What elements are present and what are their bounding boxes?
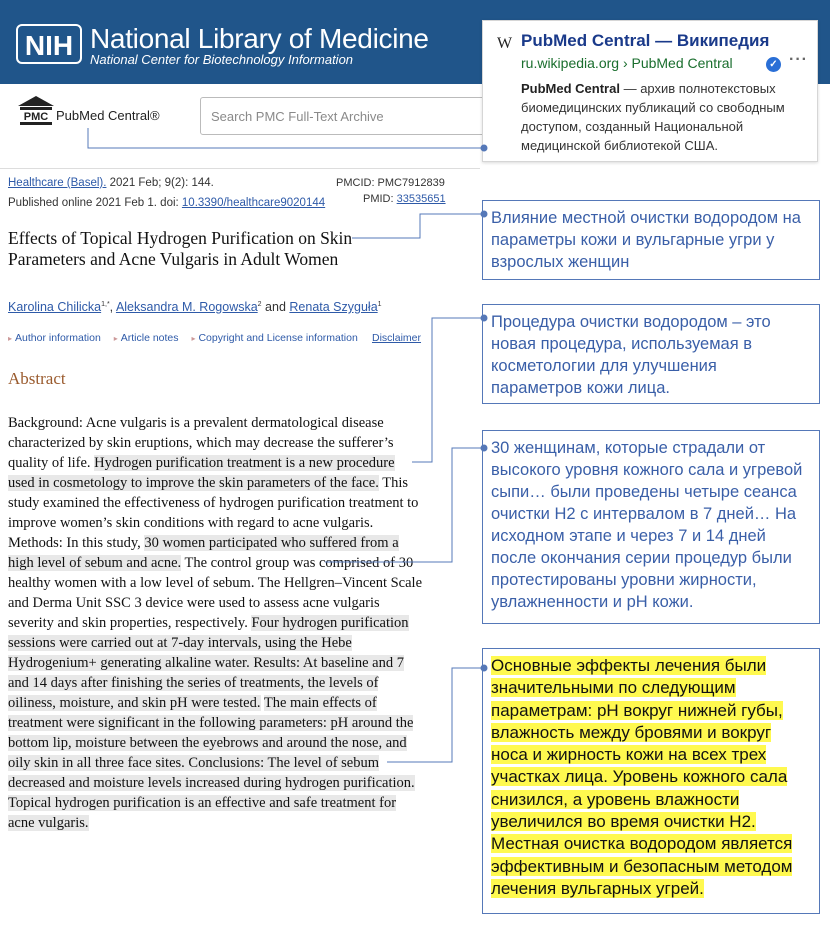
note-methods [482, 430, 820, 624]
pmid-label: PMID: [363, 193, 397, 205]
abstract-heading: Abstract [8, 369, 66, 388]
article-info-links [8, 332, 368, 344]
nih-logo[interactable]: NIH [16, 24, 82, 64]
author-list [8, 300, 382, 314]
wikipedia-icon: W [497, 35, 513, 52]
note-text: Процедура очистки водородом – это новая процедура, используемая в косметологии для улучшения параметров кожи лица. [491, 313, 771, 397]
wikipedia-url[interactable]: ru.wikipedia.org › PubMed Central [521, 55, 733, 71]
verified-check-icon: ✓ [766, 57, 781, 72]
expand-triangle-icon: ▸ [8, 334, 13, 343]
pmc-name[interactable]: PubMed Central® [56, 108, 160, 123]
published-line [8, 197, 325, 209]
expand-triangle-icon: ▸ [113, 334, 118, 343]
wikipedia-title[interactable]: PubMed Central — Википедия [521, 31, 770, 50]
abstract-highlight: 30 women participated who suffered from a high level of sebum and acne. [8, 535, 399, 571]
header-divider [0, 168, 480, 169]
author-and: and [261, 300, 290, 314]
connector-title [352, 214, 482, 238]
snippet-bold: PubMed Central [521, 81, 620, 96]
note-title-translation [482, 200, 820, 280]
article-notes-link[interactable]: Article notes [120, 332, 179, 344]
snippet-text: — архив полнотекстовых биомедицинских публикаций со свободным доступом, созданный Национальной медицинской библиотекой США. [521, 81, 785, 153]
author-link[interactable]: Renata Szyguła [289, 300, 378, 314]
author-link[interactable]: Aleksandra M. Rogowska [115, 300, 258, 314]
nlm-title[interactable]: National Library of Medicine [90, 23, 429, 54]
connector-procedure [412, 318, 482, 462]
pmc-logo-icon[interactable] [16, 94, 56, 128]
author-information-link[interactable]: Author information [15, 332, 101, 344]
wikipedia-snippet [521, 79, 811, 155]
nlm-subtitle: National Center for Biotechnology Information [90, 52, 354, 67]
pmcid: PMCID: PMC7912839 [336, 177, 445, 189]
author-affiliation: 1 [377, 300, 382, 308]
abstract-text [8, 413, 422, 833]
citation-line [8, 177, 214, 189]
published-text: Published online 2021 Feb 1. doi: [8, 197, 182, 209]
author-separator: , [109, 300, 116, 314]
note-text: Влияние местной очистки водородом на параметры кожи и вульгарные угри у взрослых женщин [491, 209, 801, 271]
note-results [482, 648, 820, 914]
abstract-part: The control group was comprised of 30 healthy women with a low level of sebum. The Hellgren–Vincent Scale and Derma Unit SSC 3 device were used to assess acne vulgaris severity and skin properties, respectively. [8, 555, 423, 631]
more-options-icon[interactable]: ··· [789, 51, 808, 68]
note-text-highlighted: Основные эффекты лечения были значительными по следующим параметрам: pH вокруг нижней губы, влажность между бровями и вокруг носа и жирность кожи на всех трех участках лица. Уровень кожного сала снизился, а уровень влажности увеличился во время очистки H2. Местная очистка водородом является эффективным и безопасным методом лечения вульгарных угрей. [491, 656, 793, 898]
search-input[interactable] [200, 97, 500, 135]
abstract-highlight: Hydrogen purification treatment is a new procedure used in cosmetology to improve the skin parameters of the face. [8, 455, 395, 491]
note-procedure [482, 304, 820, 404]
note-text: 30 женщинам, которые страдали от высокого уровня кожного сала и угревой сыпи… были проведены четыре сеанса очистки H2 с интервалом в 7 дней… На исходном этапе и через 7 и 14 дней после окончания серии процедур были протестированы уровни жирности, увлажненности и pH кожи. [491, 439, 803, 611]
pmid-line [363, 193, 446, 205]
citation-text: 2021 Feb; 9(2): 144. [106, 177, 214, 189]
abstract-part: Background: Acne vulgaris is a prevalent dermatological disease characterized by skin eruptions, which may decrease the sufferer’s quality of life. [8, 415, 394, 471]
abstract-highlight: Four hydrogen purification sessions were carried out at 7-day intervals, using the Hebe Hydrogenium+ generating alkaline water. Results: At baseline and 7 and 14 days after finishing the series of treatments, the levels of oiliness, moisture, and skin pH were tested. [8, 615, 409, 711]
author-link[interactable]: Karolina Chilicka [8, 300, 102, 314]
author-affiliation: 1,* [101, 300, 110, 308]
abstract-highlight: The main effects of treatment were significant in the following parameters: pH around the bottom lip, moisture between the eyebrows and around the nose, and oily skin in all three face sites. Conclusions: The level of sebum decreased and moisture levels increased during hydrogen purification. Topical hydrogen purification is an effective and safe treatment for acne vulgaris. [8, 695, 415, 831]
author-affiliation: 2 [257, 300, 262, 308]
article-title: Effects of Topical Hydrogen Purification on Skin Parameters and Acne Vulgaris in Adult Women [8, 228, 353, 269]
pmc-logo-text: PMC [23, 111, 49, 123]
disclaimer-link[interactable]: Disclaimer [372, 332, 422, 344]
journal-link[interactable]: Healthcare (Basel). [8, 177, 107, 189]
pmid-link[interactable]: 33535651 [396, 193, 446, 205]
abstract-part: This study examined the effectiveness of hydrogen purification treatment to improve women’s skin conditions with regard to acne vulgaris. Methods: In this study, [8, 475, 419, 551]
doi-link[interactable]: 10.3390/healthcare9020144 [181, 197, 326, 209]
copyright-link[interactable]: Copyright and License information [198, 332, 358, 344]
expand-triangle-icon: ▸ [191, 334, 196, 343]
wikipedia-card[interactable] [482, 20, 818, 162]
